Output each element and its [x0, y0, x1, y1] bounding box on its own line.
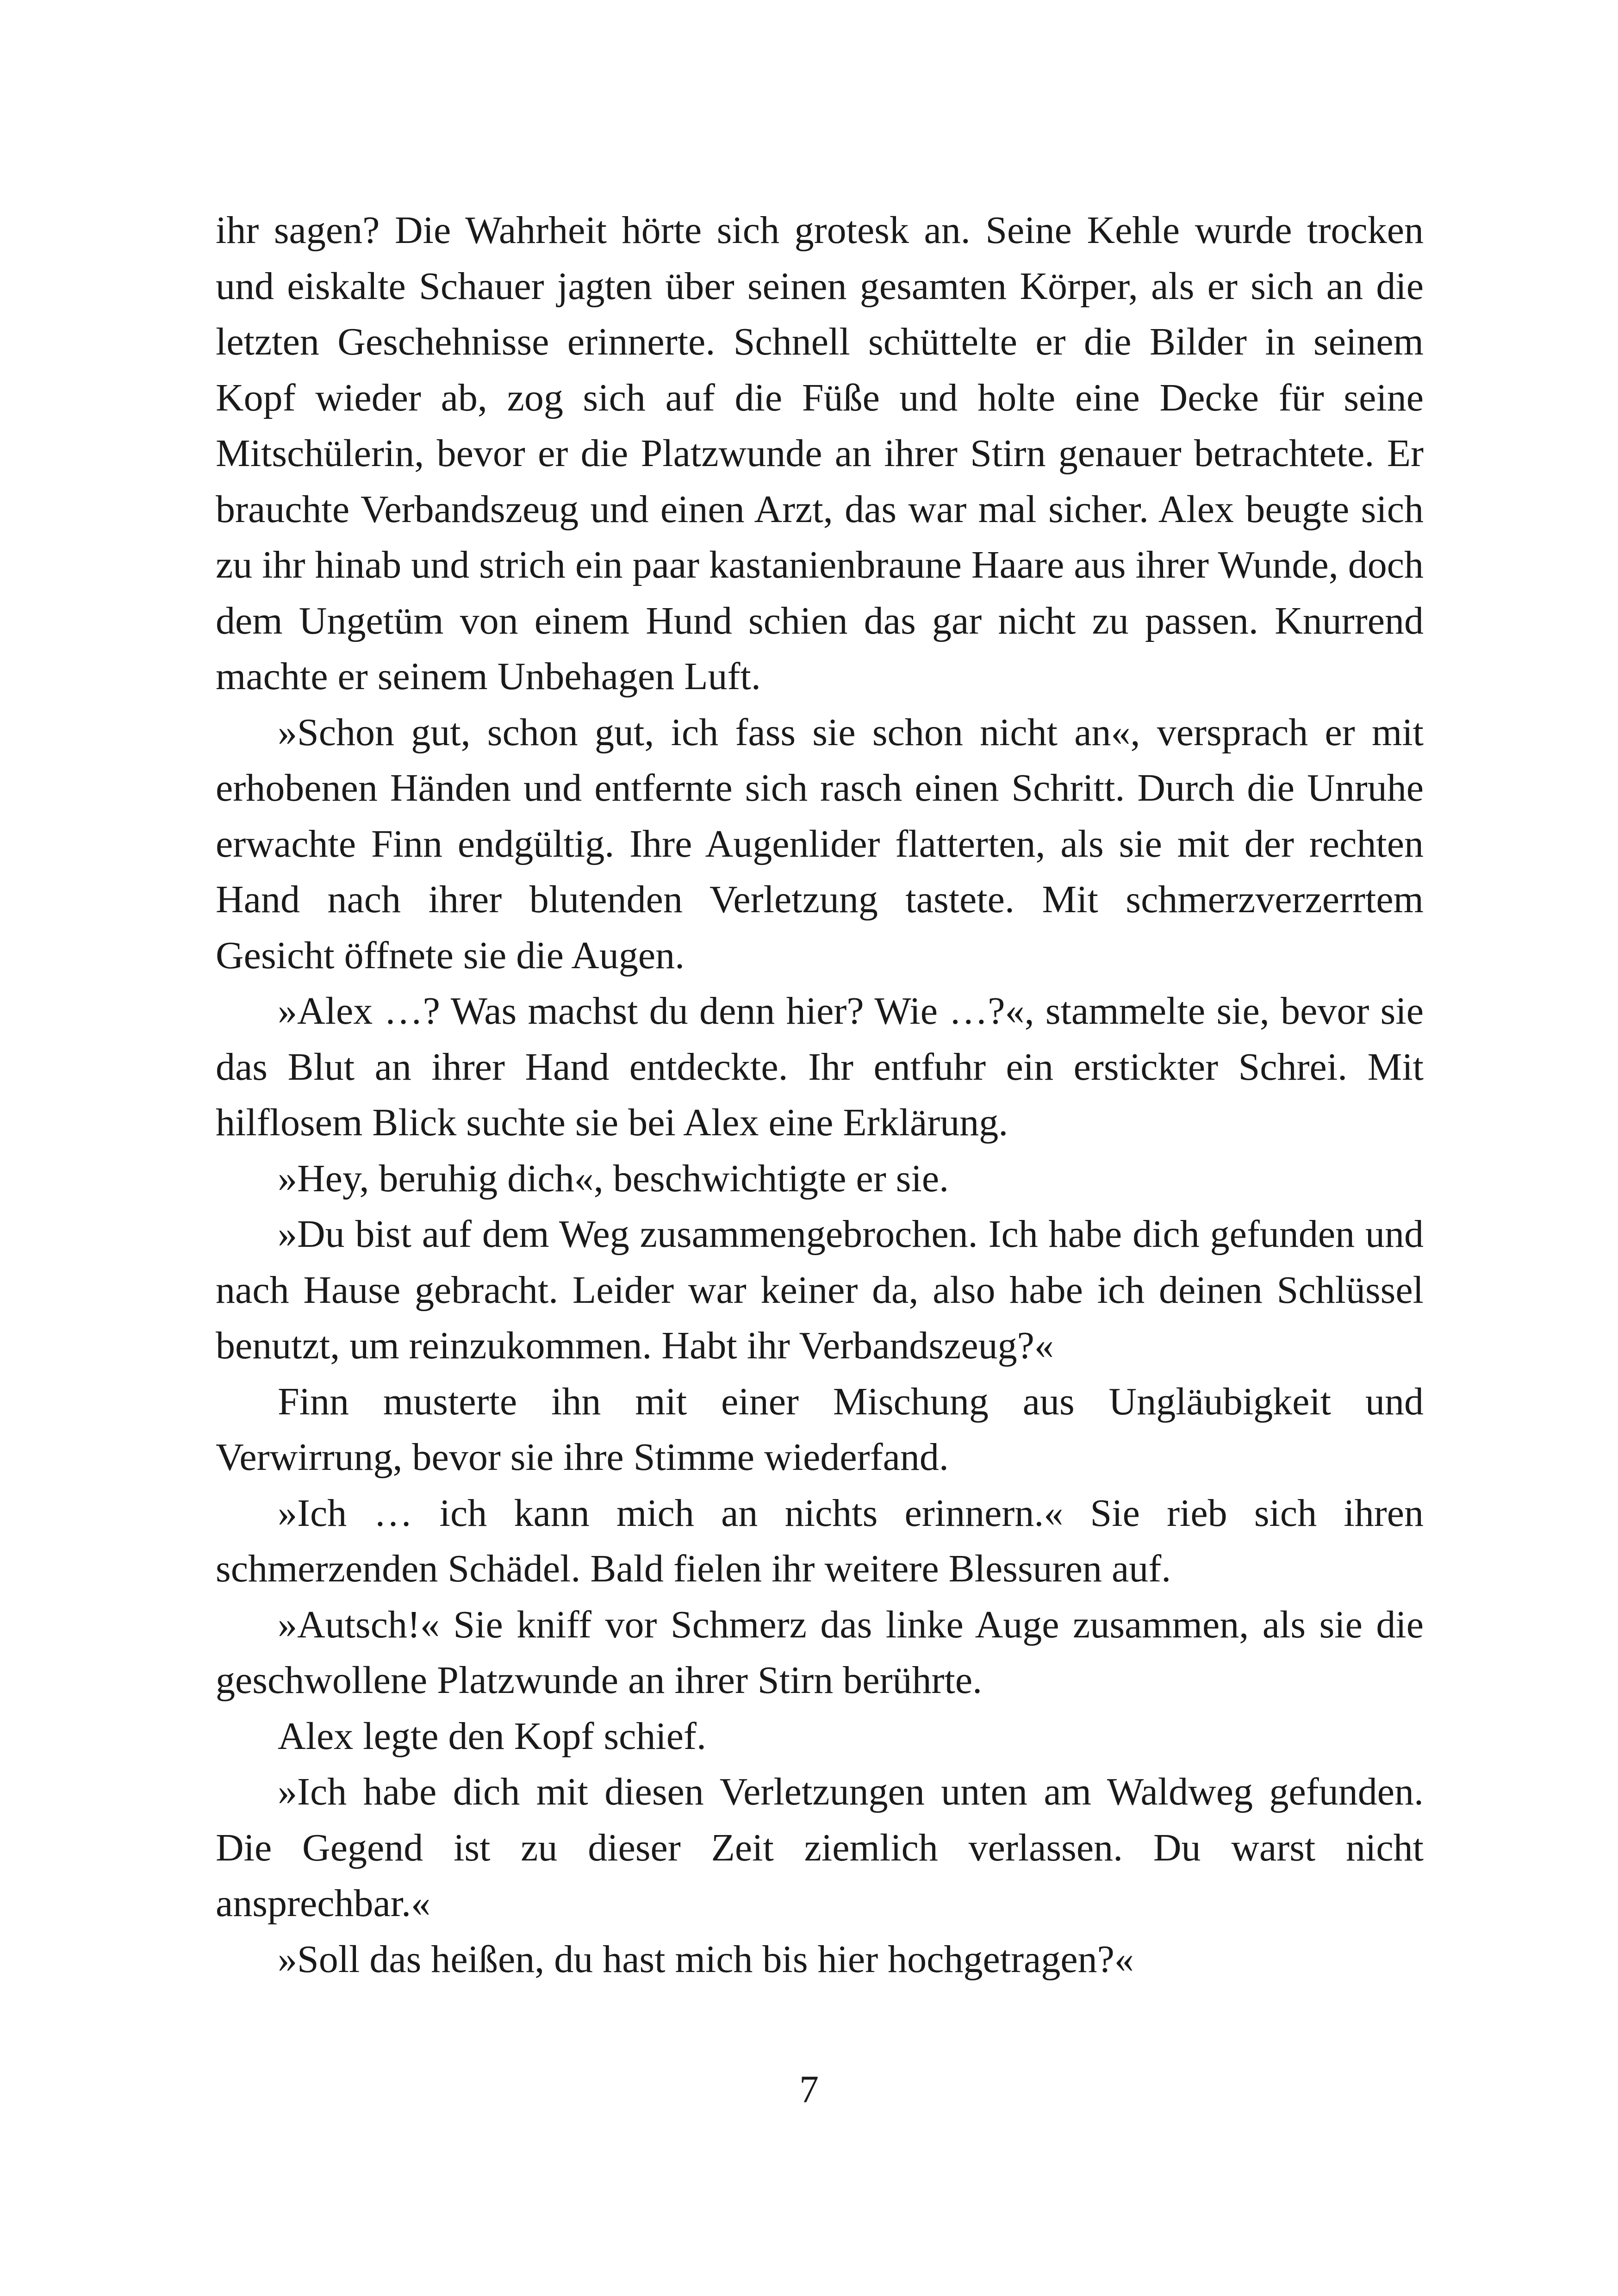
- page-number: 7: [799, 2068, 819, 2111]
- paragraph: »Soll das heißen, du hast mich bis hier hochgetragen?«: [278, 1937, 1134, 1981]
- paragraph: »Ich … ich kann mich an nichts erinnern.« Sie rieb sich ihren schmerzenden Schädel. Bald fielen ihr weitere Blessuren auf.: [216, 1491, 1424, 1590]
- paragraph: »Autsch!« Sie kniff vor Schmerz das linke Auge zusammen, als sie die geschwollene Platzwunde an ihrer Stirn berührte.: [216, 1603, 1424, 1702]
- paragraph: »Schon gut, schon gut, ich fass sie schon nicht an«, versprach er mit erhobenen Händen und entfernte sich rasch einen Schritt. Durch die Unruhe erwachte Finn endgültig. Ihre Augenlider flatterten, als sie mit der rechten Hand nach ihrer blutenden Verletzung tastete. Mit schmerzverzerrtem Gesicht öffnete sie die Augen.: [216, 710, 1424, 977]
- paragraph: ihr sagen? Die Wahrheit hörte sich grotesk an. Seine Kehle wurde trocken und eiskalte Schauer jagten über seinen gesamten Körper, als er sich an die letzten Geschehnisse erinnerte. Schnell schüttelte er die Bilder in seinem Kopf wieder ab, zog sich auf die Füße und holte eine Decke für seine Mitschülerin, bevor er die Platzwunde an ihrer Stirn genauer betrachtete. Er brauchte Verbandszeug und einen Arzt, das war mal sicher. Alex beugte sich zu ihr hinab und strich ein paar kastanienbraune Haare aus ihrer Wunde, doch dem Ungetüm von einem Hund schien das gar nicht zu passen. Knurrend machte er seinem Unbehagen Luft.: [216, 209, 1424, 698]
- paragraph: Alex legte den Kopf schief.: [278, 1714, 707, 1758]
- body-text: [216, 203, 1424, 1987]
- paragraph: »Du bist auf dem Weg zusammengebrochen. Ich habe dich gefunden und nach Hause gebracht. Leider war keiner da, also habe ich deinen Schlüssel benutzt, um reinzukommen. Habt ihr Verbandszeug?«: [216, 1213, 1424, 1367]
- paragraph: Finn musterte ihn mit einer Mischung aus Ungläubigkeit und Verwirrung, bevor sie ihre Stimme wiederfand.: [216, 1380, 1424, 1479]
- paragraph: »Ich habe dich mit diesen Verletzungen unten am Waldweg gefunden. Die Gegend ist zu dieser Zeit ziemlich verlassen. Du warst nicht ansprechbar.«: [216, 1770, 1424, 1925]
- paragraph: »Alex …? Was machst du denn hier? Wie …?«, stammelte sie, bevor sie das Blut an ihrer Hand entdeckte. Ihr entfuhr ein erstickter Schrei. Mit hilflosem Blick suchte sie bei Alex eine Erklärung.: [216, 989, 1424, 1144]
- paragraph: »Hey, beruhig dich«, beschwichtigte er sie.: [278, 1157, 949, 1200]
